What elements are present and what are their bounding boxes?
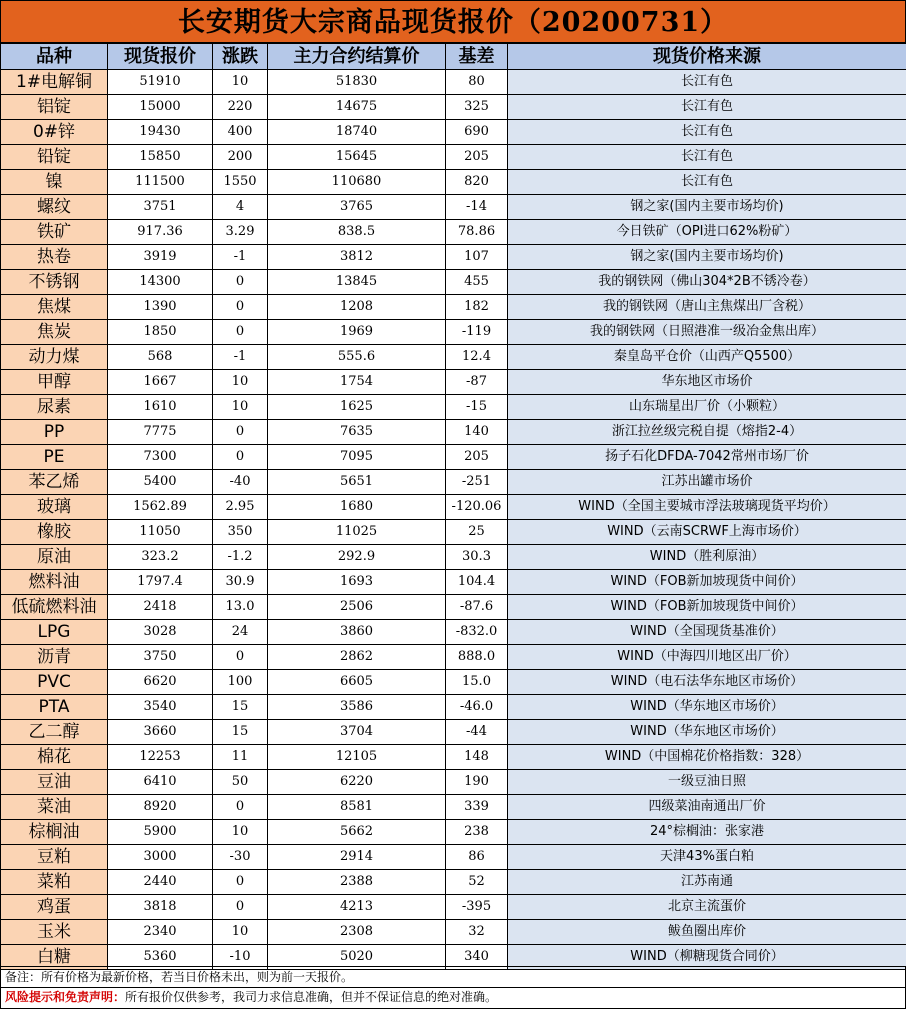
variety-cell: 尿素 (1, 395, 108, 420)
source-cell: WIND（FOB新加坡现货中间价） (508, 570, 906, 595)
spot-price-cell: 6620 (108, 670, 213, 695)
settlement-cell: 110680 (268, 170, 446, 195)
basis-cell: 140 (446, 420, 508, 445)
table-row (1, 620, 906, 645)
change-cell: 10 (213, 820, 268, 845)
table-row (1, 345, 906, 370)
source-cell: WIND（胜利原油） (508, 545, 906, 570)
change-cell: 100 (213, 670, 268, 695)
table-row (1, 445, 906, 470)
change-cell: -10 (213, 945, 268, 970)
variety-cell: 焦煤 (1, 295, 108, 320)
settlement-cell: 5651 (268, 470, 446, 495)
basis-cell: 25 (446, 520, 508, 545)
spot-price-cell: 1850 (108, 320, 213, 345)
spot-price-cell: 8920 (108, 795, 213, 820)
source-cell: 秦皇岛平仓价（山西产Q5500） (508, 345, 906, 370)
spot-price-cell: 2340 (108, 920, 213, 945)
source-cell: 长江有色 (508, 95, 906, 120)
table-row (1, 270, 906, 295)
source-cell: 钢之家(国内主要市场均价) (508, 245, 906, 270)
table-row (1, 295, 906, 320)
variety-cell: PE (1, 445, 108, 470)
source-cell: 长江有色 (508, 70, 906, 95)
spot-price-cell: 12253 (108, 745, 213, 770)
variety-cell: 原油 (1, 545, 108, 570)
spot-price-cell: 3028 (108, 620, 213, 645)
header-basis: 基差 (446, 44, 508, 70)
settlement-cell: 7095 (268, 445, 446, 470)
source-cell: WIND（FOB新加坡现货中间价） (508, 595, 906, 620)
basis-cell: 888.0 (446, 645, 508, 670)
change-cell: 11 (213, 745, 268, 770)
variety-cell: 鸡蛋 (1, 895, 108, 920)
basis-cell: -251 (446, 470, 508, 495)
basis-cell: -119 (446, 320, 508, 345)
table-row (1, 870, 906, 895)
spot-price-cell: 3751 (108, 195, 213, 220)
basis-cell: 238 (446, 820, 508, 845)
spot-price-cell: 111500 (108, 170, 213, 195)
basis-cell: 52 (446, 870, 508, 895)
table-row (1, 570, 906, 595)
settlement-cell: 7635 (268, 420, 446, 445)
source-cell: WIND（全国主要城市浮法玻璃现货平均价） (508, 495, 906, 520)
settlement-cell: 3860 (268, 620, 446, 645)
table-row (1, 745, 906, 770)
basis-cell: 455 (446, 270, 508, 295)
table-row (1, 920, 906, 945)
spot-price-cell: 1667 (108, 370, 213, 395)
variety-cell: PP (1, 420, 108, 445)
variety-cell: 白糖 (1, 945, 108, 970)
remark-note: 备注：所有价格为最新价格，若当日价格未出，则为前一天报价。 (0, 966, 906, 988)
change-cell: 10 (213, 70, 268, 95)
change-cell: -40 (213, 470, 268, 495)
change-cell: 0 (213, 420, 268, 445)
basis-cell: -44 (446, 720, 508, 745)
basis-cell: 32 (446, 920, 508, 945)
settlement-cell: 2862 (268, 645, 446, 670)
source-cell: WIND（柳糖现货合同价） (508, 945, 906, 970)
settlement-cell: 1680 (268, 495, 446, 520)
spot-price-cell: 15850 (108, 145, 213, 170)
source-cell: 钢之家(国内主要市场均价) (508, 195, 906, 220)
source-cell: 长江有色 (508, 145, 906, 170)
change-cell: 0 (213, 895, 268, 920)
spot-price-cell: 6410 (108, 770, 213, 795)
settlement-cell: 5020 (268, 945, 446, 970)
settlement-cell: 3586 (268, 695, 446, 720)
table-row (1, 645, 906, 670)
spot-price-cell: 1610 (108, 395, 213, 420)
source-cell: 华东地区市场价 (508, 370, 906, 395)
spot-price-cell: 2440 (108, 870, 213, 895)
basis-cell: -87.6 (446, 595, 508, 620)
basis-cell: 148 (446, 745, 508, 770)
price-table (0, 43, 906, 970)
spot-price-cell: 7775 (108, 420, 213, 445)
basis-cell: 30.3 (446, 545, 508, 570)
change-cell: 2.95 (213, 495, 268, 520)
variety-cell: 橡胶 (1, 520, 108, 545)
change-cell: 4 (213, 195, 268, 220)
change-cell: 3.29 (213, 220, 268, 245)
source-cell: 长江有色 (508, 120, 906, 145)
source-cell: WIND（云南SCRWF上海市场价） (508, 520, 906, 545)
variety-cell: 豆油 (1, 770, 108, 795)
basis-cell: -832.0 (446, 620, 508, 645)
variety-cell: 铁矿 (1, 220, 108, 245)
table-row (1, 170, 906, 195)
settlement-cell: 2914 (268, 845, 446, 870)
basis-cell: -46.0 (446, 695, 508, 720)
sheet-title: 长安期货大宗商品现货报价（20200731） (0, 0, 906, 43)
table-row (1, 545, 906, 570)
spot-price-cell: 323.2 (108, 545, 213, 570)
variety-cell: 菜油 (1, 795, 108, 820)
basis-cell: 80 (446, 70, 508, 95)
table-row (1, 95, 906, 120)
source-cell: 江苏出罐市场价 (508, 470, 906, 495)
spot-price-cell: 19430 (108, 120, 213, 145)
table-row (1, 370, 906, 395)
source-cell: 我的钢铁网（唐山主焦煤出厂含税） (508, 295, 906, 320)
spot-price-cell: 51910 (108, 70, 213, 95)
settlement-cell: 6605 (268, 670, 446, 695)
settlement-cell: 6220 (268, 770, 446, 795)
settlement-cell: 3812 (268, 245, 446, 270)
settlement-cell: 4213 (268, 895, 446, 920)
spot-price-cell: 11050 (108, 520, 213, 545)
spot-price-cell: 568 (108, 345, 213, 370)
settlement-cell: 1754 (268, 370, 446, 395)
variety-cell: 苯乙烯 (1, 470, 108, 495)
basis-cell: -14 (446, 195, 508, 220)
table-row (1, 495, 906, 520)
source-cell: 江苏南通 (508, 870, 906, 895)
source-cell: 扬子石化DFDA-7042常州市场厂价 (508, 445, 906, 470)
variety-cell: 玻璃 (1, 495, 108, 520)
change-cell: 0 (213, 295, 268, 320)
source-cell: WIND（电石法华东地区市场价） (508, 670, 906, 695)
variety-cell: PTA (1, 695, 108, 720)
spot-price-cell: 3919 (108, 245, 213, 270)
change-cell: -1 (213, 245, 268, 270)
change-cell: -1 (213, 345, 268, 370)
variety-cell: 沥青 (1, 645, 108, 670)
change-cell: 220 (213, 95, 268, 120)
source-cell: WIND（华东地区市场价） (508, 695, 906, 720)
variety-cell: 低硫燃料油 (1, 595, 108, 620)
variety-cell: 燃料油 (1, 570, 108, 595)
table-row (1, 895, 906, 920)
spot-price-cell: 7300 (108, 445, 213, 470)
source-cell: 一级豆油日照 (508, 770, 906, 795)
settlement-cell: 1693 (268, 570, 446, 595)
change-cell: 30.9 (213, 570, 268, 595)
basis-cell: 339 (446, 795, 508, 820)
settlement-cell: 12105 (268, 745, 446, 770)
header-source: 现货价格来源 (508, 44, 906, 70)
table-row (1, 245, 906, 270)
basis-cell: -87 (446, 370, 508, 395)
basis-cell: -120.06 (446, 495, 508, 520)
table-row (1, 670, 906, 695)
basis-cell: -395 (446, 895, 508, 920)
change-cell: 0 (213, 795, 268, 820)
table-row (1, 470, 906, 495)
change-cell: 350 (213, 520, 268, 545)
variety-cell: 0#锌 (1, 120, 108, 145)
spot-price-cell: 3540 (108, 695, 213, 720)
source-cell: 长江有色 (508, 170, 906, 195)
basis-cell: 15.0 (446, 670, 508, 695)
table-row (1, 420, 906, 445)
change-cell: 1550 (213, 170, 268, 195)
settlement-cell: 1208 (268, 295, 446, 320)
header-variety: 品种 (1, 44, 108, 70)
settlement-cell: 15645 (268, 145, 446, 170)
source-cell: WIND（全国现货基准价） (508, 620, 906, 645)
source-cell: WIND（中海四川地区出厂价） (508, 645, 906, 670)
risk-label: 风险提示和免责声明： (5, 990, 126, 1004)
spot-price-cell: 1797.4 (108, 570, 213, 595)
variety-cell: 1#电解铜 (1, 70, 108, 95)
spot-price-cell: 1390 (108, 295, 213, 320)
settlement-cell: 18740 (268, 120, 446, 145)
variety-cell: 棉花 (1, 745, 108, 770)
settlement-cell: 2506 (268, 595, 446, 620)
settlement-cell: 3765 (268, 195, 446, 220)
change-cell: 0 (213, 270, 268, 295)
table-row (1, 845, 906, 870)
spot-price-cell: 15000 (108, 95, 213, 120)
spot-price-cell: 5900 (108, 820, 213, 845)
variety-cell: 镍 (1, 170, 108, 195)
change-cell: 200 (213, 145, 268, 170)
change-cell: 10 (213, 395, 268, 420)
table-row (1, 195, 906, 220)
source-cell: 今日铁矿（OPI进口62%粉矿） (508, 220, 906, 245)
variety-cell: 玉米 (1, 920, 108, 945)
risk-disclaimer (0, 987, 906, 1009)
spot-price-cell: 5360 (108, 945, 213, 970)
source-cell: WIND（中国棉花价格指数：328） (508, 745, 906, 770)
source-cell: WIND（华东地区市场价） (508, 720, 906, 745)
change-cell: 13.0 (213, 595, 268, 620)
table-row (1, 720, 906, 745)
settlement-cell: 8581 (268, 795, 446, 820)
settlement-cell: 1969 (268, 320, 446, 345)
basis-cell: 86 (446, 845, 508, 870)
basis-cell: 190 (446, 770, 508, 795)
source-cell: 我的钢铁网（日照港准一级冶金焦出库） (508, 320, 906, 345)
settlement-cell: 1625 (268, 395, 446, 420)
basis-cell: 690 (446, 120, 508, 145)
basis-cell: 205 (446, 145, 508, 170)
source-cell: 浙江拉丝级完税自提（熔指2-4） (508, 420, 906, 445)
settlement-cell: 11025 (268, 520, 446, 545)
settlement-cell: 292.9 (268, 545, 446, 570)
change-cell: 10 (213, 920, 268, 945)
change-cell: 24 (213, 620, 268, 645)
settlement-cell: 14675 (268, 95, 446, 120)
table-row (1, 695, 906, 720)
source-cell: 天津43%蛋白粕 (508, 845, 906, 870)
change-cell: 0 (213, 445, 268, 470)
variety-cell: 铝锭 (1, 95, 108, 120)
header-change: 涨跌 (213, 44, 268, 70)
table-row (1, 520, 906, 545)
source-cell: 山东瑞星出厂价（小颗粒） (508, 395, 906, 420)
variety-cell: 动力煤 (1, 345, 108, 370)
change-cell: 50 (213, 770, 268, 795)
table-row (1, 320, 906, 345)
variety-cell: 菜粕 (1, 870, 108, 895)
source-cell: 四级菜油南通出厂价 (508, 795, 906, 820)
variety-cell: 热卷 (1, 245, 108, 270)
table-row (1, 395, 906, 420)
variety-cell: 螺纹 (1, 195, 108, 220)
variety-cell: 豆粕 (1, 845, 108, 870)
basis-cell: 104.4 (446, 570, 508, 595)
basis-cell: 340 (446, 945, 508, 970)
table-row (1, 120, 906, 145)
variety-cell: 铅锭 (1, 145, 108, 170)
variety-cell: LPG (1, 620, 108, 645)
risk-text: 所有报价仅供参考，我司力求信息准确，但并不保证信息的绝对准确。 (125, 990, 498, 1004)
basis-cell: 820 (446, 170, 508, 195)
variety-cell: 焦炭 (1, 320, 108, 345)
variety-cell: 不锈钢 (1, 270, 108, 295)
settlement-cell: 51830 (268, 70, 446, 95)
table-row (1, 795, 906, 820)
spot-price-cell: 2418 (108, 595, 213, 620)
change-cell: 15 (213, 720, 268, 745)
header-settlement: 主力合约结算价 (268, 44, 446, 70)
spot-price-cell: 1562.89 (108, 495, 213, 520)
basis-cell: 12.4 (446, 345, 508, 370)
table-row (1, 70, 906, 95)
settlement-cell: 13845 (268, 270, 446, 295)
basis-cell: 205 (446, 445, 508, 470)
spot-price-cell: 3750 (108, 645, 213, 670)
table-row (1, 145, 906, 170)
spot-price-cell: 3000 (108, 845, 213, 870)
spot-price-cell: 5400 (108, 470, 213, 495)
source-cell: 24°棕榈油：张家港 (508, 820, 906, 845)
table-row (1, 820, 906, 845)
basis-cell: 107 (446, 245, 508, 270)
settlement-cell: 5662 (268, 820, 446, 845)
table-row (1, 770, 906, 795)
spot-price-cell: 917.36 (108, 220, 213, 245)
change-cell: -30 (213, 845, 268, 870)
table-header-row (1, 44, 906, 70)
table-row (1, 220, 906, 245)
settlement-cell: 555.6 (268, 345, 446, 370)
change-cell: 15 (213, 695, 268, 720)
basis-cell: 182 (446, 295, 508, 320)
spot-price-cell: 14300 (108, 270, 213, 295)
spot-price-cell: 3660 (108, 720, 213, 745)
source-cell: 北京主流蛋价 (508, 895, 906, 920)
change-cell: -1.2 (213, 545, 268, 570)
variety-cell: 甲醇 (1, 370, 108, 395)
variety-cell: PVC (1, 670, 108, 695)
basis-cell: 78.86 (446, 220, 508, 245)
table-row (1, 595, 906, 620)
change-cell: 0 (213, 870, 268, 895)
change-cell: 10 (213, 370, 268, 395)
settlement-cell: 2308 (268, 920, 446, 945)
settlement-cell: 838.5 (268, 220, 446, 245)
variety-cell: 乙二醇 (1, 720, 108, 745)
change-cell: 400 (213, 120, 268, 145)
spot-price-cell: 3818 (108, 895, 213, 920)
change-cell: 0 (213, 645, 268, 670)
settlement-cell: 2388 (268, 870, 446, 895)
header-spot-price: 现货报价 (108, 44, 213, 70)
source-cell: 我的钢铁网（佛山304*2B不锈冷卷） (508, 270, 906, 295)
change-cell: 0 (213, 320, 268, 345)
variety-cell: 棕榈油 (1, 820, 108, 845)
basis-cell: -15 (446, 395, 508, 420)
basis-cell: 325 (446, 95, 508, 120)
settlement-cell: 3704 (268, 720, 446, 745)
source-cell: 鲅鱼圈出库价 (508, 920, 906, 945)
